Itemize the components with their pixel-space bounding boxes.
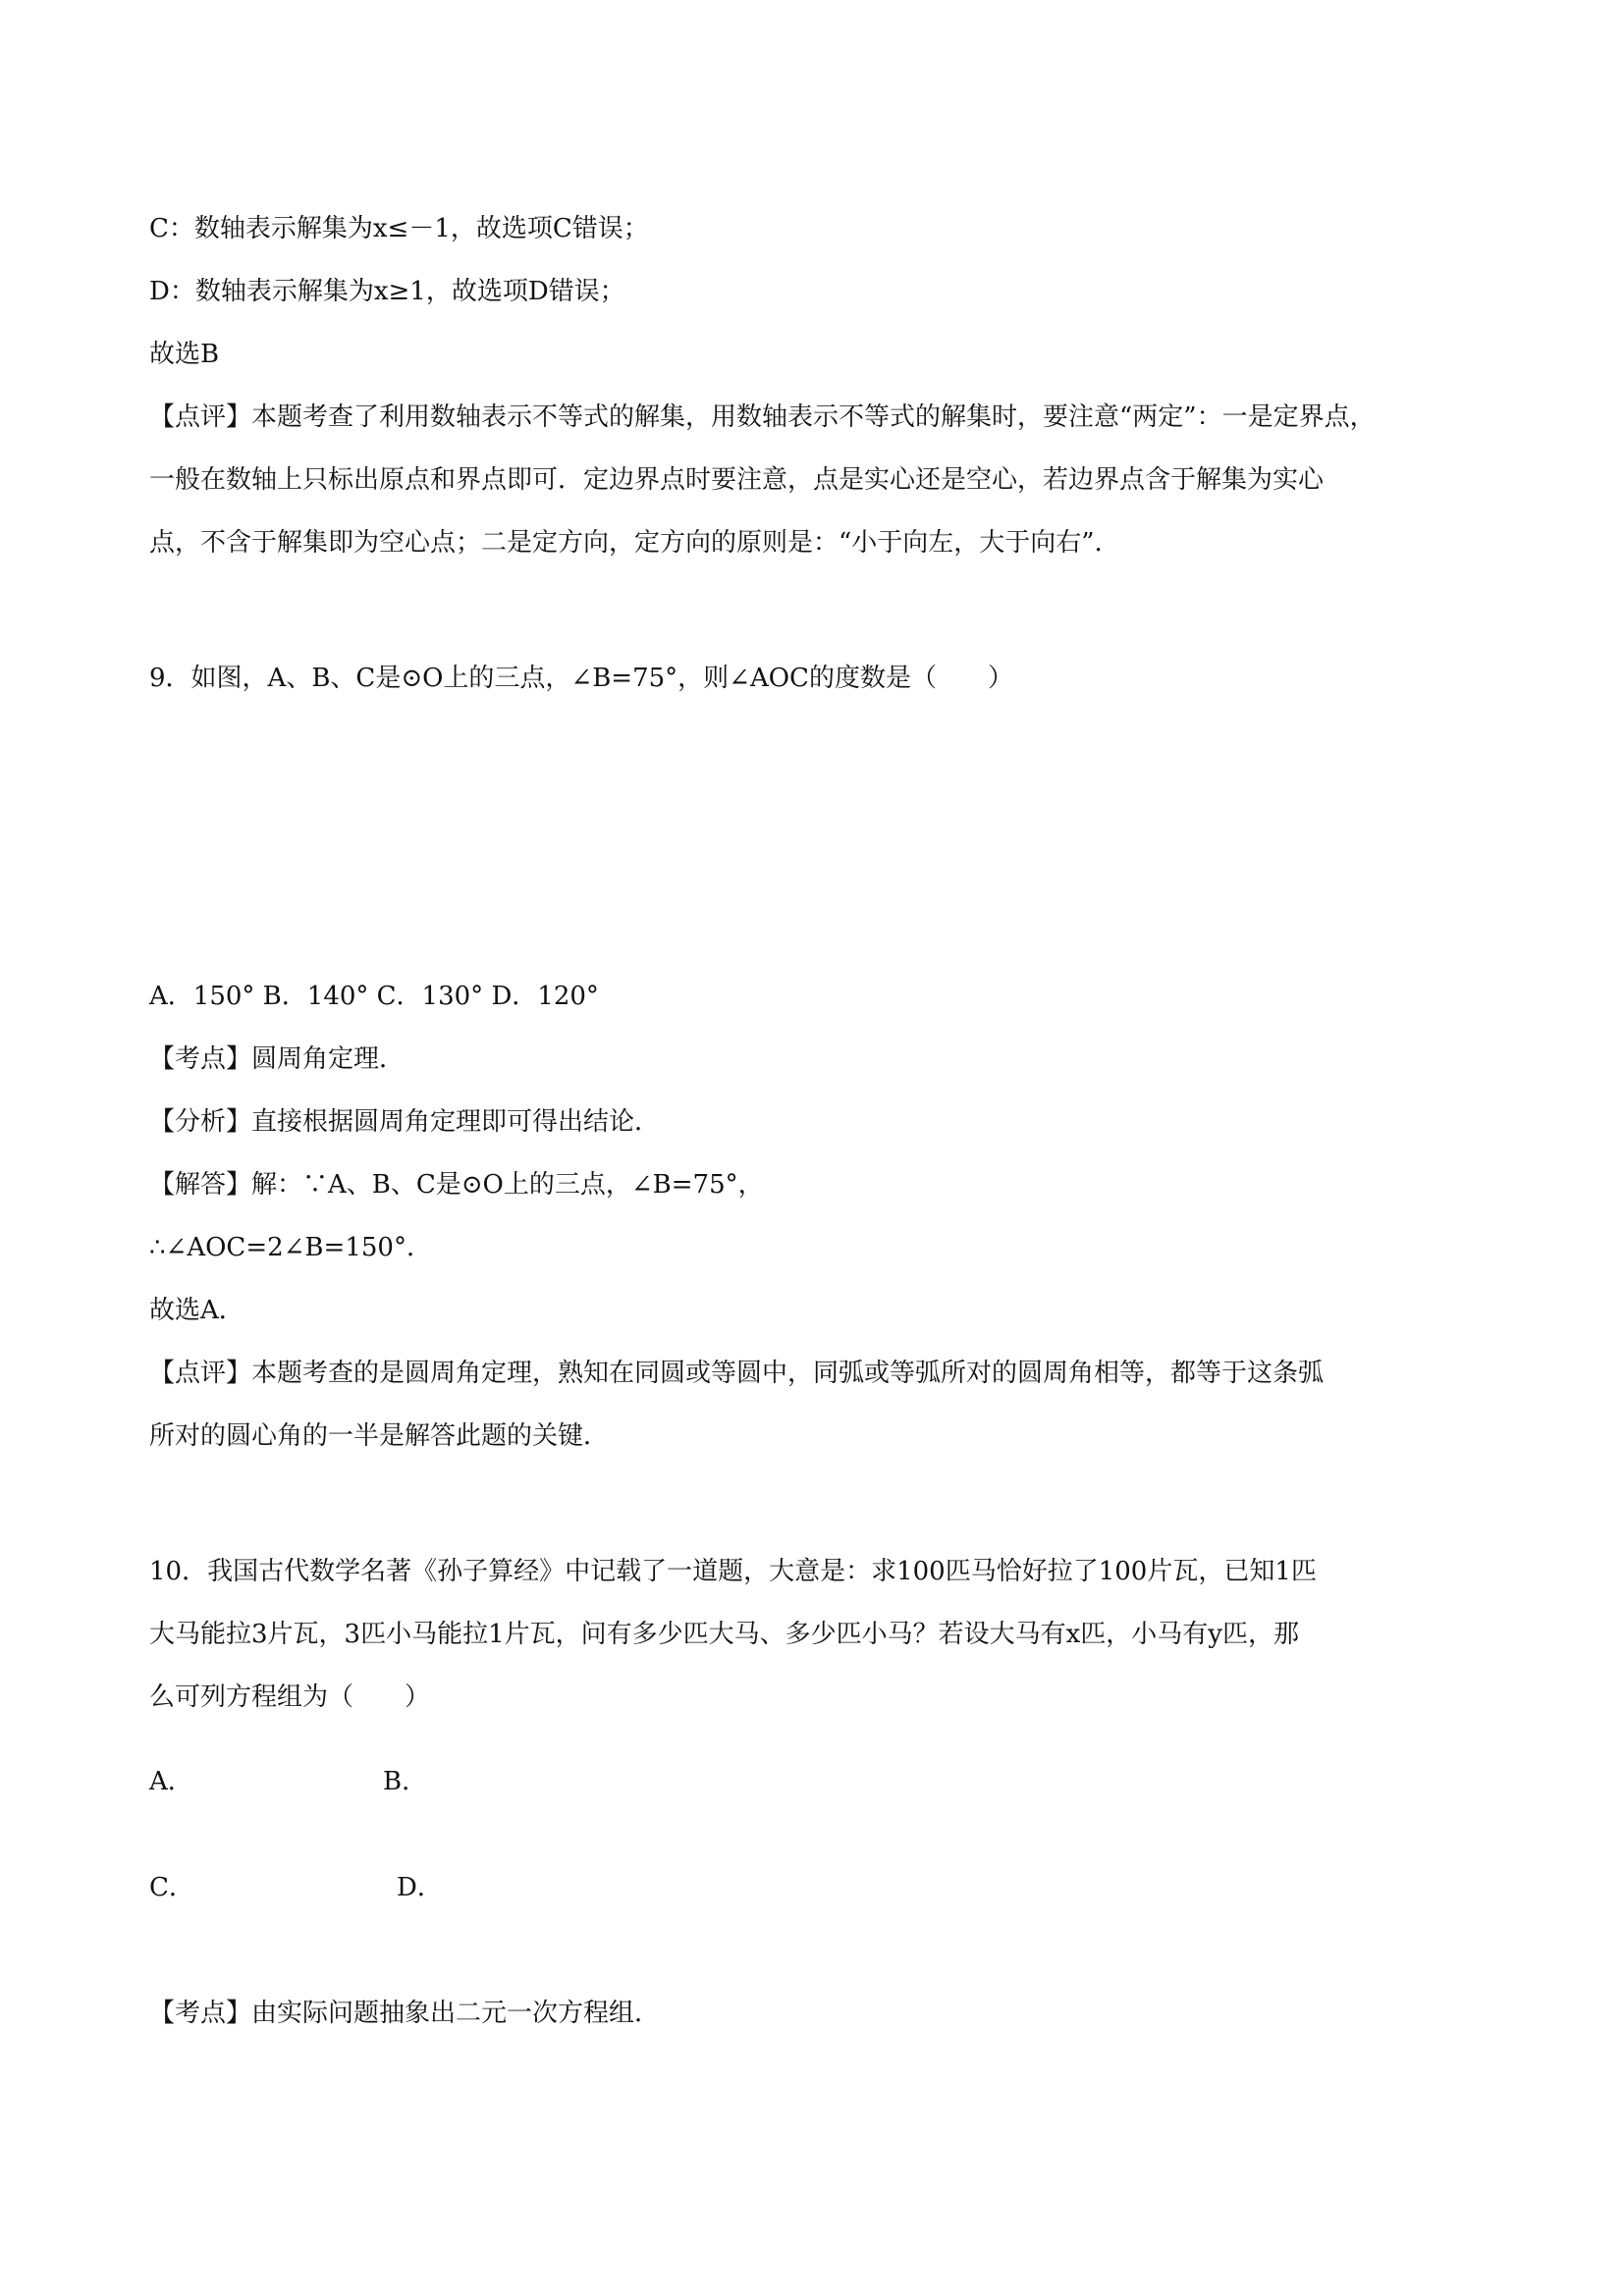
review-line-1: 【点评】本题考查了利用数轴表示不等式的解集，用数轴表示不等式的解集时，要注意“两定”：一是定界点， <box>149 402 1376 432</box>
q10-option-b: B． <box>383 1767 428 1796</box>
review-line-3: 点，不含于解集即为空心点；二是定方向，定方向的原则是：“小于向左，大于向右”． <box>149 528 1120 558</box>
q9-jieda-line-2: ∴∠AOC=2∠B=150°． <box>149 1233 432 1262</box>
option-c-explanation: C：数轴表示解集为x≤－1，故选项C错误； <box>149 214 649 243</box>
question-10-stem-line-3: 么可列方程组为（ ） <box>149 1682 431 1712</box>
q10-kaodian: 【考点】由实际问题抽象出二元一次方程组． <box>149 1999 661 2028</box>
question-10-stem-line-1: 10．我国古代数学名著《孙子算经》中记载了一道题，大意是：求100匹马恰好拉了100片瓦，已知1匹 <box>149 1557 1317 1586</box>
review-line-2: 一般在数轴上只标出原点和界点即可．定边界点时要注意，点是实心还是空心，若边界点含于解集为实心 <box>149 465 1325 495</box>
q9-kaodian: 【考点】圆周角定理． <box>149 1044 406 1074</box>
q9-fenxi: 【分析】直接根据圆周角定理即可得出结论． <box>149 1107 661 1137</box>
q10-option-d: D． <box>397 1873 443 1902</box>
q9-jieda-line-1: 【解答】解：∵A、B、C是⊙O上的三点，∠B=75°， <box>149 1170 764 1200</box>
q9-review-line-1: 【点评】本题考查的是圆周角定理，熟知在同圆或等圆中，同弧或等弧所对的圆周角相等，都等于这条弧 <box>149 1359 1325 1388</box>
q10-option-c: C． <box>149 1873 194 1902</box>
option-d-explanation: D：数轴表示解集为x≥1，故选项D错误； <box>149 277 625 306</box>
question-9-stem: 9．如图，A、B、C是⊙O上的三点，∠B=75°，则∠AOC的度数是（ ） <box>149 664 1013 693</box>
q9-review-line-2: 所对的圆心角的一半是解答此题的关键． <box>149 1421 610 1451</box>
question-9-options: A．150° B．140° C．130° D．120° <box>149 982 599 1011</box>
answer-b: 故选B <box>149 340 220 369</box>
question-10-stem-line-2: 大马能拉3片瓦，3匹小马能拉1片瓦，问有多少匹大马、多少匹小马？若设大马有x匹，小马有y匹，那 <box>149 1620 1299 1649</box>
q10-option-a: A． <box>149 1767 193 1796</box>
q9-answer: 故选A． <box>149 1296 244 1325</box>
